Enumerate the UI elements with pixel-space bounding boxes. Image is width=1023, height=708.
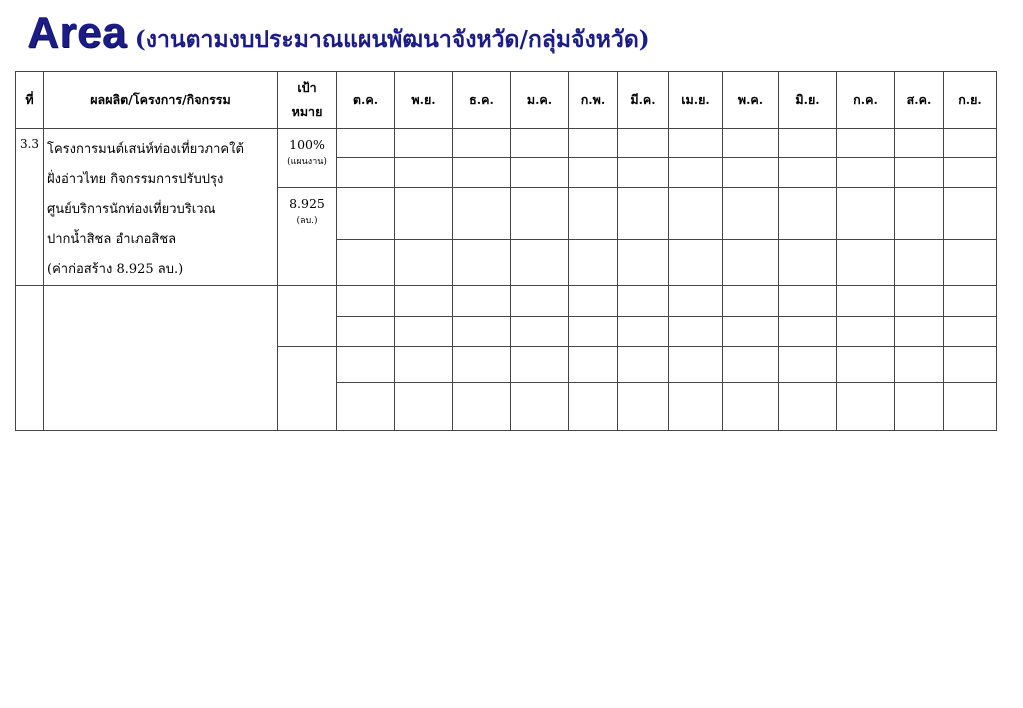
target-budget — [278, 347, 337, 431]
month-cell[interactable] — [337, 240, 395, 286]
target-unit: (แผนงาน) — [287, 157, 327, 167]
month-cell[interactable] — [895, 240, 944, 286]
month-cell[interactable] — [395, 129, 453, 158]
month-cell[interactable] — [944, 347, 997, 383]
month-cell[interactable] — [779, 129, 837, 158]
table-row — [16, 129, 997, 158]
month-cell[interactable] — [669, 347, 723, 383]
header-target — [278, 72, 337, 129]
month-cell[interactable] — [395, 347, 453, 383]
month-cell[interactable] — [837, 240, 895, 286]
header-month: ต.ค. — [337, 72, 395, 129]
month-cell[interactable] — [395, 158, 453, 188]
month-cell[interactable] — [669, 188, 723, 240]
month-cell[interactable] — [511, 317, 569, 347]
target-value: 8.925 — [289, 196, 325, 211]
month-cell[interactable] — [395, 317, 453, 347]
month-cell[interactable] — [837, 286, 895, 317]
month-cell[interactable] — [511, 158, 569, 188]
month-cell[interactable] — [569, 347, 618, 383]
month-cell[interactable] — [895, 188, 944, 240]
month-cell[interactable] — [837, 347, 895, 383]
month-cell[interactable] — [569, 317, 618, 347]
month-cell[interactable] — [395, 286, 453, 317]
month-cell[interactable] — [569, 129, 618, 158]
month-cell[interactable] — [569, 383, 618, 431]
month-cell[interactable] — [618, 129, 669, 158]
month-cell[interactable] — [453, 347, 511, 383]
month-cell[interactable] — [779, 286, 837, 317]
month-cell[interactable] — [511, 188, 569, 240]
month-cell[interactable] — [669, 383, 723, 431]
month-cell[interactable] — [337, 383, 395, 431]
month-cell[interactable] — [944, 286, 997, 317]
month-cell[interactable] — [569, 286, 618, 317]
month-cell[interactable] — [395, 188, 453, 240]
row-number — [16, 286, 44, 431]
month-cell[interactable] — [723, 240, 779, 286]
month-cell[interactable] — [453, 383, 511, 431]
month-cell[interactable] — [669, 317, 723, 347]
month-cell[interactable] — [453, 188, 511, 240]
month-cell[interactable] — [895, 286, 944, 317]
month-cell[interactable] — [779, 158, 837, 188]
month-cell[interactable] — [511, 129, 569, 158]
month-cell[interactable] — [779, 347, 837, 383]
month-cell[interactable] — [453, 240, 511, 286]
month-cell[interactable] — [944, 129, 997, 158]
month-cell[interactable] — [669, 286, 723, 317]
month-cell[interactable] — [337, 317, 395, 347]
month-cell[interactable] — [511, 383, 569, 431]
month-cell[interactable] — [511, 347, 569, 383]
header-month: ก.ค. — [837, 72, 895, 129]
month-cell[interactable] — [618, 317, 669, 347]
month-cell[interactable] — [837, 317, 895, 347]
description-line: โครงการมนต์เสน่ห์ท่องเที่ยวภาคใต้ — [47, 142, 244, 157]
month-cell[interactable] — [837, 188, 895, 240]
month-cell[interactable] — [669, 240, 723, 286]
description-line: ฝั่งอ่าวไทย กิจกรรมการปรับปรุง — [47, 172, 224, 187]
month-cell[interactable] — [779, 240, 837, 286]
header-target-line2: หมาย — [291, 104, 323, 119]
header-month: ส.ค. — [895, 72, 944, 129]
header-month: ก.พ. — [569, 72, 618, 129]
month-cell[interactable] — [618, 347, 669, 383]
month-cell[interactable] — [944, 240, 997, 286]
header-month: ธ.ค. — [453, 72, 511, 129]
month-cell[interactable] — [723, 188, 779, 240]
month-cell[interactable] — [618, 158, 669, 188]
table-header-row — [16, 72, 997, 129]
month-cell[interactable] — [779, 317, 837, 347]
month-cell[interactable] — [779, 383, 837, 431]
row-number: 3.3 — [16, 129, 44, 286]
month-cell[interactable] — [944, 383, 997, 431]
month-cell[interactable] — [944, 158, 997, 188]
month-cell[interactable] — [669, 158, 723, 188]
month-cell[interactable] — [618, 240, 669, 286]
title-subtitle: (งานตามงบประมาณแผนพัฒนาจังหวัด/กลุ่มจังหวัด) — [134, 26, 650, 53]
month-cell[interactable] — [723, 129, 779, 158]
table-row — [16, 286, 997, 317]
header-target-line1: เป้า — [297, 80, 317, 95]
header-no: ที่ — [16, 72, 44, 129]
target-value: 100% — [289, 137, 325, 152]
month-cell[interactable] — [837, 383, 895, 431]
target-plan — [278, 129, 337, 188]
row-description — [44, 129, 278, 286]
month-cell[interactable] — [337, 286, 395, 317]
month-cell[interactable] — [669, 129, 723, 158]
month-cell[interactable] — [944, 188, 997, 240]
month-cell[interactable] — [453, 129, 511, 158]
month-cell[interactable] — [944, 317, 997, 347]
month-cell[interactable] — [337, 188, 395, 240]
header-desc: ผลผลิต/โครงการ/กิจกรรม — [44, 72, 278, 129]
month-cell[interactable] — [511, 286, 569, 317]
header-month: มิ.ย. — [779, 72, 837, 129]
month-cell[interactable] — [723, 158, 779, 188]
target-plan — [278, 286, 337, 347]
title-main: Area — [27, 8, 127, 57]
target-budget — [278, 188, 337, 286]
month-cell[interactable] — [569, 188, 618, 240]
month-cell[interactable] — [895, 129, 944, 158]
month-cell[interactable] — [453, 286, 511, 317]
month-cell[interactable] — [569, 240, 618, 286]
month-cell[interactable] — [569, 158, 618, 188]
month-cell[interactable] — [618, 188, 669, 240]
month-cell[interactable] — [337, 347, 395, 383]
header-month: ม.ค. — [511, 72, 569, 129]
description-line: ศูนย์บริการนักท่องเที่ยวบริเวณ — [47, 202, 216, 217]
month-cell[interactable] — [895, 317, 944, 347]
month-cell[interactable] — [837, 129, 895, 158]
month-cell[interactable] — [337, 158, 395, 188]
month-cell[interactable] — [895, 347, 944, 383]
row-description — [44, 286, 278, 431]
month-cell[interactable] — [337, 129, 395, 158]
month-cell[interactable] — [453, 158, 511, 188]
month-cell[interactable] — [723, 317, 779, 347]
month-cell[interactable] — [895, 383, 944, 431]
month-cell[interactable] — [618, 286, 669, 317]
header-month: พ.ย. — [395, 72, 453, 129]
month-cell[interactable] — [723, 347, 779, 383]
month-cell[interactable] — [511, 240, 569, 286]
plan-table — [15, 71, 997, 431]
month-cell[interactable] — [837, 158, 895, 188]
month-cell[interactable] — [895, 158, 944, 188]
page-title — [27, 8, 650, 60]
month-cell[interactable] — [395, 240, 453, 286]
month-cell[interactable] — [453, 317, 511, 347]
header-month: มี.ค. — [618, 72, 669, 129]
description-line: (ค่าก่อสร้าง 8.925 ลบ.) — [47, 262, 184, 277]
month-cell[interactable] — [618, 383, 669, 431]
month-cell[interactable] — [723, 286, 779, 317]
description-line: ปากน้ำสิชล อำเภอสิชล — [47, 232, 177, 247]
header-month: พ.ค. — [723, 72, 779, 129]
month-cell[interactable] — [723, 383, 779, 431]
header-month: เม.ย. — [669, 72, 723, 129]
month-cell[interactable] — [779, 188, 837, 240]
month-cell[interactable] — [395, 383, 453, 431]
target-unit: (ลบ.) — [296, 216, 318, 226]
header-month: ก.ย. — [944, 72, 997, 129]
